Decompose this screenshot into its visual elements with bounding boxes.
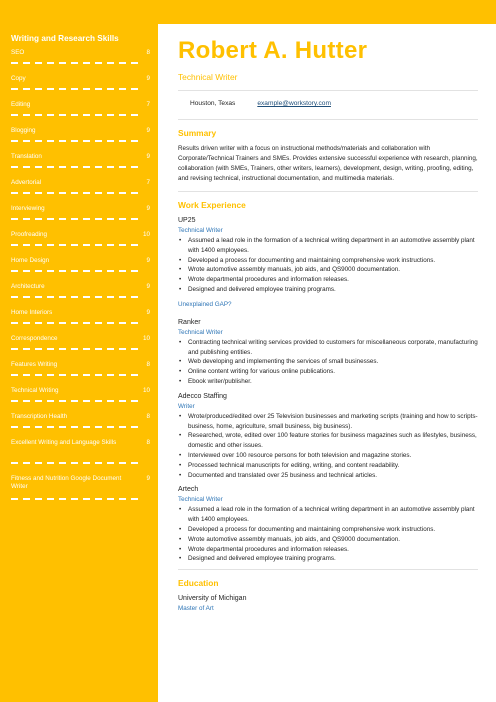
skill-item xyxy=(11,309,150,335)
skill-dashed-bar xyxy=(11,62,140,64)
skill-dashed-bar xyxy=(11,88,140,90)
bullet-item: • Designed and delivered employee training programs. xyxy=(178,554,478,564)
skill-item xyxy=(11,257,150,283)
skill-row xyxy=(11,75,150,83)
skill-row xyxy=(11,387,150,395)
resume-main xyxy=(178,37,478,614)
summary-text: Results driven writer with a focus on instructional methods/materials and collaboration with Corporate/Technical Trainers and SMEs. Provides extensive successful experience with research, planning, collaboration (with SMEs, Trainers, other writers, learners), development, design, writing, proofing, editing, and revising technical, instructional documentation, and multimedia materials. xyxy=(178,145,478,182)
skill-item xyxy=(11,283,150,309)
skill-name: Home Interiors xyxy=(11,309,53,316)
skill-rating: 9 xyxy=(146,127,150,134)
skill-rating: 10 xyxy=(142,387,150,394)
skill-rating: 10 xyxy=(142,335,150,342)
bullet-item: • Wrote automotive assembly manuals, job aids, and QS9000 documentation. xyxy=(178,265,478,275)
skill-rating: 8 xyxy=(146,439,150,446)
location-text: Houston, Texas xyxy=(190,100,236,107)
job-role: Technical Writer xyxy=(178,328,223,336)
skill-rating: 9 xyxy=(146,283,150,290)
skill-rating: 9 xyxy=(146,153,150,160)
company-name: UP25 xyxy=(178,217,196,224)
skill-dashed-bar xyxy=(11,400,140,402)
bullet-item: • Assumed a lead role in the formation of a technical writing department in an automotive assembly plant with 1400 employees. xyxy=(178,236,478,256)
skill-row xyxy=(11,179,150,187)
skill-dashed-bar xyxy=(11,218,140,220)
skill-rating: 7 xyxy=(146,179,150,186)
skill-dashed-bar xyxy=(11,166,140,168)
skill-row xyxy=(11,231,150,239)
skill-name: Interviewing xyxy=(11,205,45,212)
skill-name: Correspondence xyxy=(11,335,58,342)
job-bullets xyxy=(178,505,478,564)
skill-rating: 8 xyxy=(146,413,150,420)
divider xyxy=(178,569,478,570)
skill-dashed-bar xyxy=(11,426,140,428)
skill-name: Proofreading xyxy=(11,231,48,238)
job-list xyxy=(178,216,478,564)
gap-link[interactable]: Unexplained GAP? xyxy=(178,300,232,308)
job-entry xyxy=(178,318,478,387)
bullet-item: • Researched, wrote, edited over 100 feature stories for business magazines such as lifestyles, business, domestic and other issues. xyxy=(178,431,478,451)
skill-row xyxy=(11,101,150,109)
skill-dashed-bar xyxy=(11,244,140,246)
skill-dashed-bar xyxy=(11,192,140,194)
skill-dashed-bar xyxy=(11,348,140,350)
skill-item xyxy=(11,127,150,153)
skills-list xyxy=(11,49,150,511)
bullet-item: • Processed technical manuscripts for editing, writing, and content readability. xyxy=(178,461,478,471)
job-role: Writer xyxy=(178,402,195,410)
skill-name: Advertorial xyxy=(11,179,42,186)
skill-item xyxy=(11,75,150,101)
skill-item xyxy=(11,335,150,361)
skill-item xyxy=(11,101,150,127)
skill-name: Blogging xyxy=(11,127,36,134)
skill-rating: 7 xyxy=(146,101,150,108)
skill-name: Features Writing xyxy=(11,361,58,368)
skill-item xyxy=(11,231,150,257)
divider xyxy=(178,191,478,192)
education-heading: Education xyxy=(178,578,219,589)
skill-row xyxy=(11,127,150,135)
skill-item xyxy=(11,439,150,475)
bullet-item: • Wrote automotive assembly manuals, job aids, and QS9000 documentation. xyxy=(178,535,478,545)
degree-name: Master of Art xyxy=(178,605,214,613)
skills-heading: Writing and Research Skills xyxy=(11,34,119,43)
bullet-item: • Developed a process for documenting and maintaining comprehensive work instructions. xyxy=(178,256,478,266)
email-link[interactable]: example@workstory.com xyxy=(257,100,331,107)
skill-dashed-bar xyxy=(11,374,140,376)
divider xyxy=(178,119,478,120)
skill-row xyxy=(11,413,150,421)
skill-item xyxy=(11,361,150,387)
skill-dashed-bar xyxy=(11,296,140,298)
job-role: Technical Writer xyxy=(178,227,223,234)
bullet-item: • Developed a process for documenting and maintaining comprehensive work instructions. xyxy=(178,525,478,535)
bullet-item: • Contracting technical writing services provided to customers for miscellaneous corporate, manufacturing and publishing entities. xyxy=(178,338,478,358)
skill-item xyxy=(11,49,150,75)
skill-dashed-bar xyxy=(11,114,140,116)
bullet-item: • Wrote/produced/edited over 25 Television businesses and marketing scripts (training and how to scripts-business, home, agriculture, small business, big business). xyxy=(178,412,478,432)
skill-item xyxy=(11,387,150,413)
skill-dashed-bar xyxy=(11,270,140,272)
job-bullets xyxy=(178,412,478,481)
company-name: Artech xyxy=(178,486,199,494)
skill-name: Excellent Writing and Language Skills xyxy=(11,439,117,446)
bullet-item: • Online content writing for various online publications. xyxy=(178,367,478,377)
skill-rating: 9 xyxy=(146,309,150,316)
skill-item xyxy=(11,179,150,205)
skill-row xyxy=(11,309,150,317)
skill-row xyxy=(11,475,150,491)
skill-name: Translation xyxy=(11,153,42,160)
job-entry xyxy=(178,485,478,564)
bullet-item: • Wrote departmental procedures and information releases. xyxy=(178,545,478,555)
skill-rating: 10 xyxy=(142,231,150,238)
skill-rating: 8 xyxy=(146,361,150,368)
summary-heading: Summary xyxy=(178,128,217,138)
skill-dashed-bar xyxy=(11,322,140,324)
skill-item xyxy=(11,205,150,231)
skill-rating: 9 xyxy=(146,257,150,264)
job-role: Technical Writer xyxy=(178,496,223,504)
skill-name: Technical Writing xyxy=(11,387,59,394)
skill-name: Editing xyxy=(11,101,31,108)
skill-item xyxy=(11,413,150,439)
skill-row xyxy=(11,205,150,213)
skill-name: Architecture xyxy=(11,283,45,290)
job-entry xyxy=(178,216,478,310)
job-entry xyxy=(178,392,478,481)
experience-heading: Work Experience xyxy=(178,200,246,210)
bullet-item: • Assumed a lead role in the formation of a technical writing department in an automotive assembly plant with 1400 employees. xyxy=(178,505,478,525)
skill-row xyxy=(11,335,150,343)
skill-rating: 9 xyxy=(146,75,150,82)
company-name: Adecco Staffing xyxy=(178,392,227,400)
bullet-item: • Documented and translated over 25 business and technical articles. xyxy=(178,471,478,481)
skill-row xyxy=(11,153,150,161)
skill-dashed-bar xyxy=(11,462,140,464)
skill-row xyxy=(11,361,150,369)
school-name: University of Michigan xyxy=(178,595,247,603)
skill-item xyxy=(11,153,150,179)
job-bullets xyxy=(178,338,478,387)
candidate-name: Robert A. Hutter xyxy=(178,37,368,64)
skill-rating: 9 xyxy=(146,475,150,482)
skills-sidebar xyxy=(0,0,158,702)
bullet-item: • Interviewed over 100 resource persons for both television and magazine stories. xyxy=(178,451,478,461)
skill-row xyxy=(11,439,150,447)
skill-rating: 9 xyxy=(146,205,150,212)
candidate-title: Technical Writer xyxy=(178,72,238,82)
skill-dashed-bar xyxy=(11,498,140,500)
contact-row xyxy=(178,91,478,119)
bullet-item: • Ebook writer/publisher. xyxy=(178,377,478,387)
bullet-item: • Web developing and implementing the services of small businesses. xyxy=(178,357,478,367)
bullet-item: • Designed and delivered employee training programs. xyxy=(178,285,478,295)
skill-rating: 8 xyxy=(146,49,150,56)
bullet-item: • Wrote departmental procedures and information releases. xyxy=(178,275,478,285)
skill-name: Copy xyxy=(11,75,26,82)
skill-row xyxy=(11,257,150,265)
top-accent-strip xyxy=(158,0,496,24)
skill-name: SEO xyxy=(11,49,25,56)
job-bullets xyxy=(178,236,478,295)
skill-item xyxy=(11,475,150,511)
skill-row xyxy=(11,49,150,57)
company-name: Ranker xyxy=(178,318,201,326)
skill-name: Fitness and Nutrition Google Document Writer xyxy=(11,475,122,490)
skill-dashed-bar xyxy=(11,140,140,142)
skill-row xyxy=(11,283,150,291)
skill-name: Home Design xyxy=(11,257,50,264)
skill-name: Transcription Health xyxy=(11,413,68,420)
